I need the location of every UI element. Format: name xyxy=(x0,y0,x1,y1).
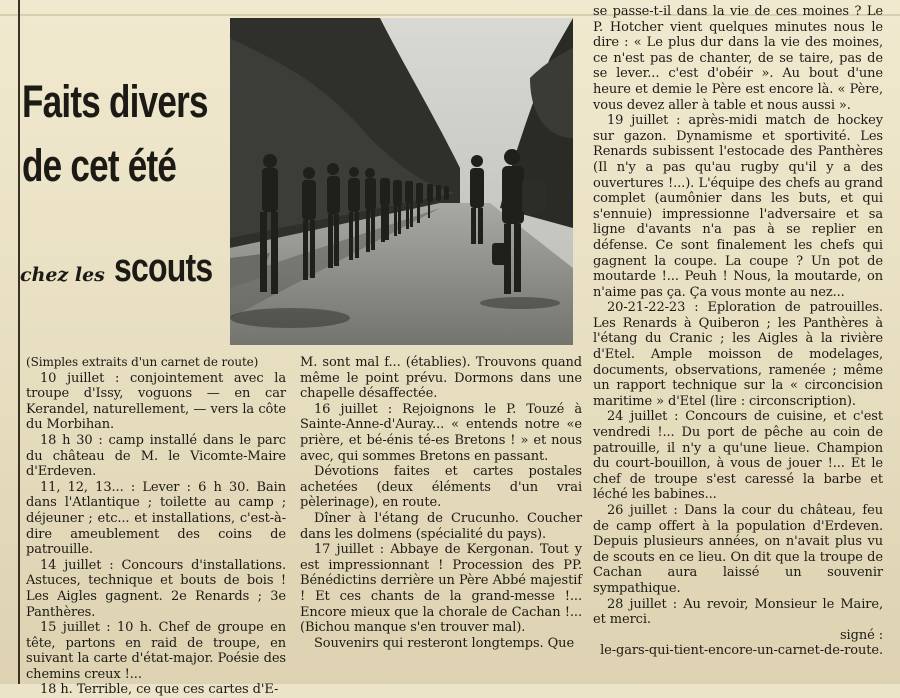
article-column-2 xyxy=(300,355,582,651)
article-paragraph: M. sont mal f... (établies). Trouvons quand même le point prévu. Dormons dans une chapelle désaffectée. xyxy=(300,355,582,402)
article-paragraph: 18 h. Terrible, ce que ces cartes d'E- xyxy=(40,682,279,698)
scouts-marching-photo xyxy=(230,18,573,345)
article-paragraph: 16 juillet : Rejoignons le P. Touzé à Sainte-Anne-d'Auray... « entends notre «e prière, et bé-énis té-es Bretons ! » et nous avec, qui sommes Bretons en passant. xyxy=(300,401,582,464)
headline-line-1: Faits divers xyxy=(22,76,208,127)
article-column-3 xyxy=(593,4,883,659)
article-paragraph: 26 juillet : Dans la cour du château, feu de camp offert à la population d'Erdeven. Depuis plusieurs années, on n'avait plus vu de scouts en ce lieu. On dit que la troupe de Cachan aura laissé un souvenir sympathique. xyxy=(593,503,883,596)
signature: le-gars-qui-tient-encore-un-carnet-de-route. xyxy=(600,643,883,659)
subheadline xyxy=(20,246,215,291)
article-paragraph: se passe-t-il dans la vie de ces moines ? Le P. Hotcher vient quelques minutes nous le dire : « Le plus dur dans la vie des moines, ce n'est pas de chanter, de se taire, pas de se lever... c'est d'obéir ». Au bout d'une heure et demie le Père est encore là. « Père, vous devez aller à table et nous aussi ». xyxy=(593,4,883,113)
article-paragraph: 24 juillet : Concours de cuisine, et c'est vendredi !... Du port de pêche au coin de patrouille, il n'y a qu'une lieue. Champion du court-bouillon, à vous de jouer !... Et le chef de troupe s'est caressé la barbe et léché les babines... xyxy=(593,409,883,503)
article-paragraph: 17 juillet : Abbaye de Kergonan. Tout y est impressionnant ! Procession des PP. Bénédictins derrière un Père Abbé majestif ! Et ces chants de la grand-messe !... Encore mieux que la chorale de Cachan !... (Bichou manque s'en trouver mal). xyxy=(300,542,582,636)
article-paragraph: 18 h 30 : camp installé dans le parc du château de M. le Vicomte-Maire d'Erdeven. xyxy=(26,432,286,480)
article-caption: (Simples extraits d'un carnet de route) xyxy=(26,355,259,369)
article-column-1 xyxy=(26,355,286,698)
article-paragraph: 10 juillet : conjointement avec la troupe d'Issy, voguons — en car Kerandel, naturellement, — vers la côte du Morbihan. xyxy=(26,370,286,433)
article-paragraph: 19 juillet : après-midi match de hockey sur gazon. Dynamisme et sportivité. Les Renards subissent l'estocade des Panthères (Il n'y a pas qu'au rugby qu'il y a des ouvertures !...). L'équipe des chefs au grand complet (aumônier dans les buts, et qui s'ennuie) impressionne l'adversaire et sa ligne d'avants n'a pas à se replier en défense. Ce sont finalement les chefs qui gagnent la coupe. La coupe ? Un pot de moutarde !... Peuh ! Nous, la moutarde, on n'aime pas ça. Ça vous monte au nez... xyxy=(593,113,883,300)
article-paragraph: 15 juillet : 10 h. Chef de groupe en tête, partons en raid de troupe, en suivant la carte d'état-major. Poésie des chemins creux !... xyxy=(26,620,286,682)
article-paragraph: 11, 12, 13... : Lever : 6 h 30. Bain dans l'Atlantique ; toilette au camp ; déjeuner ; etc... et installations, c'est-à-dire ameublement des coins de patrouille. xyxy=(26,479,286,558)
article-paragraph: Dévotions faites et cartes postales achetées (deux éléments d'un vrai pèlerinage), en route. xyxy=(300,464,582,511)
article-paragraph: Souvenirs qui resteront longtemps. Que xyxy=(314,635,575,651)
column-rule xyxy=(18,0,20,684)
article-paragraph: 28 juillet : Au revoir, Monsieur le Maire, et merci. xyxy=(593,596,883,628)
article-paragraph: 20-21-22-23 : Eploration de patrouilles. Les Renards à Quiberon ; les Panthères à l'étang du Cranic ; les Aigles à la rivière d'Etel. Ample moisson de modelages, documents, observations, ramenée ; même un rapport technique sur la « circoncision maritime » d'Etel (lire : circonscription). xyxy=(593,300,883,409)
headline-line-2: de cet été xyxy=(22,140,177,191)
article-paragraph: 14 juillet : Concours d'installations. Astuces, technique et bouts de bois ! Les Aigles gagnent. 2e Renards ; 3e Panthères. xyxy=(26,557,286,620)
subheadline-italic: chez les xyxy=(20,264,105,286)
headline xyxy=(22,70,208,198)
article-paragraph: Dîner à l'étang de Crucunho. Coucher dans les dolmens (spécialité du pays). xyxy=(300,510,582,542)
signature-label: signé : xyxy=(839,627,883,643)
subheadline-big: scouts xyxy=(113,246,213,290)
